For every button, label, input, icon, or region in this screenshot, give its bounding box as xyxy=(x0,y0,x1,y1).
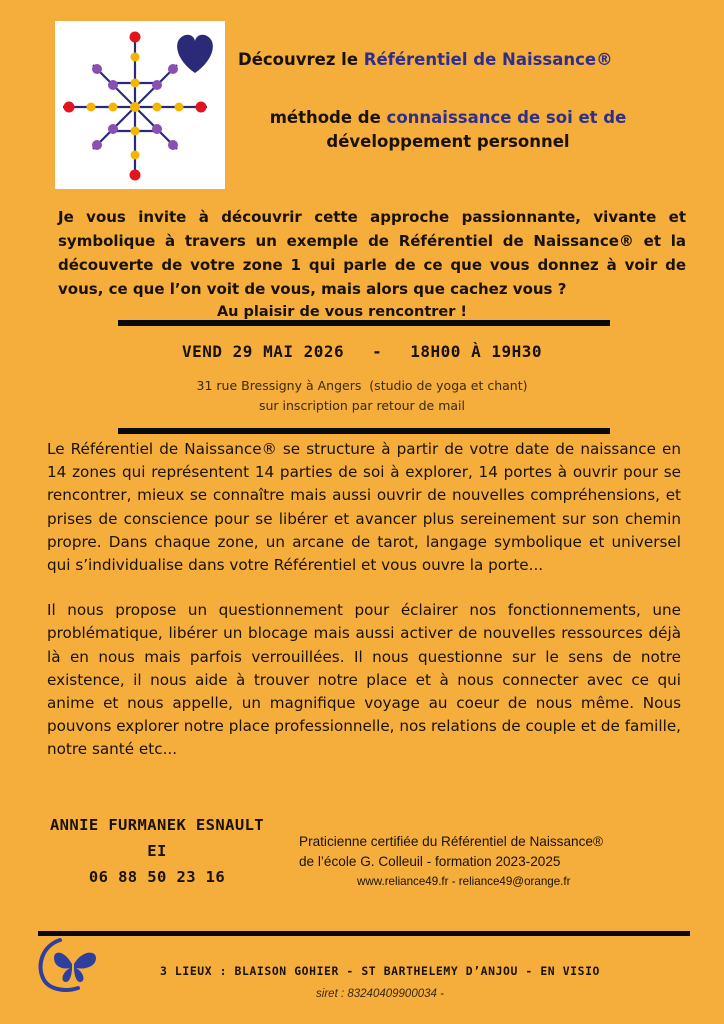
subtitle-prefix: méthode de xyxy=(269,108,387,127)
event-date: VEND 29 MAI 2026 xyxy=(182,342,345,361)
title-suffix: de Naissance® xyxy=(467,50,613,69)
contact-web-email[interactable]: www.reliance49.fr - reliance49@orange.fr xyxy=(357,875,571,888)
subtitle xyxy=(238,106,658,154)
contact-phone[interactable]: 06 88 50 23 16 xyxy=(88,868,226,886)
event-time: 18H00 À 19H30 xyxy=(410,342,542,361)
contact-status: EI xyxy=(147,842,167,860)
event-address-block xyxy=(0,376,724,416)
event-address: 31 rue Bressigny à Angers (studio de yoga et chant) xyxy=(196,378,528,393)
divider-middle xyxy=(118,428,610,434)
certification-block xyxy=(299,832,679,892)
intro-paragraph: Je vous invite à découvrir cette approche passionnante, vivante et symbolique à travers un exemple de Référentiel de Naissance® et la découverte de votre zone 1 qui parle de ce que vous donnez à voir de vous, ce que l’on voit de vous, mais alors que cachez vous ? xyxy=(58,208,686,298)
butterfly-icon xyxy=(34,936,108,992)
contact-name: ANNIE FURMANEK ESNAULT xyxy=(49,816,265,834)
logo-referentiel xyxy=(55,21,225,189)
page-title xyxy=(238,50,648,69)
title-prefix: Découvrez le xyxy=(238,50,364,69)
divider-top xyxy=(118,320,610,326)
subtitle-accent: connaissance de soi et de xyxy=(386,108,627,127)
certification-line-1: Praticienne certifiée du Référentiel de Naissance® xyxy=(299,834,603,849)
description-paragraph-2: Il nous propose un questionnement pour éclairer nos fonctionnements, une problématique, libérer un blocage mais aussi activer de nouvelles ressources déjà là en nous mais parfois verrouillées. Il nous questionne sur le sens de notre existence, il nous aide à trouver notre place et à nous connecter avec ce qui anime et nous appelle, un magnifique voyage au coeur de nous même. Nous pouvons explorer notre place professionnelle, nos relations de couple et de famille, notre santé etc... xyxy=(47,601,681,759)
certification-line-2: de l’école G. Colleuil - formation 2023-2025 xyxy=(299,854,561,869)
subtitle-line-2: développement personnel xyxy=(326,132,570,151)
divider-bottom xyxy=(38,931,690,936)
event-separator: - xyxy=(372,342,383,361)
event-registration: sur inscription par retour de mail xyxy=(258,398,466,413)
title-accent: Référentiel xyxy=(363,50,468,69)
contact-block xyxy=(40,812,274,890)
intro-block xyxy=(58,205,686,323)
description xyxy=(47,438,681,784)
intro-closing: Au plaisir de vous rencontrer ! xyxy=(216,304,468,320)
footer-siret: siret : 83240409900034 - xyxy=(316,988,444,1000)
event-datetime xyxy=(0,342,724,361)
description-paragraph-1: Le Référentiel de Naissance® se structure à partir de votre date de naissance en 14 zones qui représentent 14 parties de soi à explorer, 14 portes à ouvrir pour se rencontrer, mieux se connaître mais aussi ouvrir de nouvelles compréhensions, et prises de conscience pour se libérer et avancer plus sereinement sur son chemin propre. Dans chaque zone, un arcane de tarot, langage symbolique et universel qui s’individualise dans votre Référentiel et vous ouvre la porte... xyxy=(47,440,681,575)
footer-locations: 3 LIEUX : BLAISON GOHIER - ST BARTHELEMY D’ANJOU - EN VISIO xyxy=(159,964,600,978)
